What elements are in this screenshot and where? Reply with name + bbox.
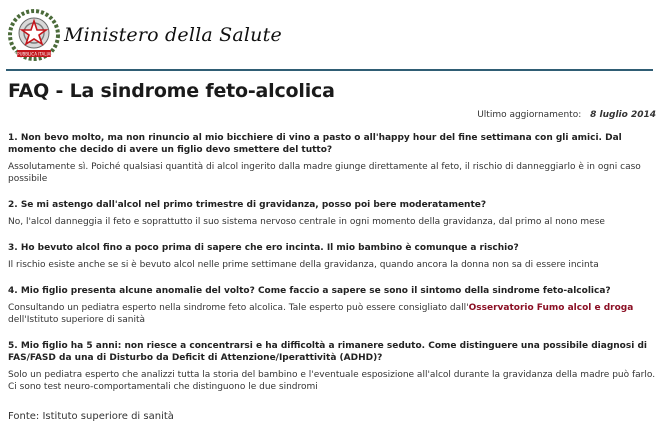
- faq-answer-4-text-before: Consultando un pediatra esperto nella sindrome feto alcolica. Tale esperto può essere consigliato dall': [8, 303, 469, 313]
- site-header: [0, 0, 660, 70]
- faq-answer-3: Il rischio esiste anche se si è bevuto alcol nelle prime settimane della gravidanza, quando ancora la donna non sa di essere incinta: [8, 260, 599, 270]
- main-content: [8, 80, 656, 422]
- faq-question-4: 4. Mio figlio presenta alcune anomalie del volto? Come faccio a sapere se sono il sintomo della sindrome feto-alcolica?: [8, 286, 611, 296]
- italian-republic-emblem-logo[interactable]: [8, 8, 60, 62]
- source-note: Fonte: Istituto superiore di sanità: [8, 411, 174, 422]
- faq-list: [8, 132, 656, 422]
- faq-answer-5: Solo un pediatra esperto che analizzi tutta la storia del bambino e l'eventuale esposizione all'alcol durante la gravidanza della madre può farlo. Ci sono test neuro-comportamentali che distinguono le due sindromi: [8, 370, 656, 392]
- faq-question-3: 3. Ho bevuto alcol fino a poco prima di sapere che ero incinta. Il mio bambino è comunque a rischio?: [8, 243, 519, 253]
- last-update: [477, 110, 656, 120]
- header-divider: [6, 69, 653, 71]
- last-update-label: Ultimo aggiornamento:: [477, 110, 582, 120]
- faq-answer-4-text-after: dell'Istituto superiore di sanità: [8, 315, 146, 325]
- faq-question-2: 2. Se mi astengo dall'alcol nel primo trimestre di gravidanza, posso poi bere moderatamente?: [8, 200, 487, 210]
- faq-answer-4: [8, 302, 656, 326]
- emblem-banner-text: REPUBBLICA ITALIANA: [11, 51, 57, 57]
- faq-answer-1: Assolutamente sì. Poiché qualsiasi quantità di alcol ingerito dalla madre giunge direttamente al feto, il rischio di danneggiarlo è in ogni caso possibile: [8, 162, 641, 184]
- page-title: FAQ - La sindrome feto-alcolica: [8, 80, 335, 102]
- last-update-date: 8 luglio 2014: [590, 110, 656, 120]
- faq-question-5: 5. Mio figlio ha 5 anni: non riesce a concentrarsi e ha difficoltà a rimanere seduto. Come distinguere una possibile diagnosi di FAS/FASD da una di Disturbo da Deficit di Attenzione/Iperattività (ADHD)?: [8, 341, 647, 363]
- osservatorio-fumo-alcol-droga-link[interactable]: Osservatorio Fumo alcol e droga: [468, 303, 634, 313]
- ministry-name-logo[interactable]: Ministero della Salute: [64, 24, 282, 46]
- faq-answer-2: No, l'alcol danneggia il feto e soprattutto il suo sistema nervoso centrale in ogni momento della gravidanza, dal primo al nono mese: [8, 217, 605, 227]
- faq-question-1: 1. Non bevo molto, ma non rinuncio al mio bicchiere di vino a pasto o all'happy hour del fine settimana con gli amici. Dal momento che decido di avere un figlio devo smettere del tutto?: [8, 133, 622, 155]
